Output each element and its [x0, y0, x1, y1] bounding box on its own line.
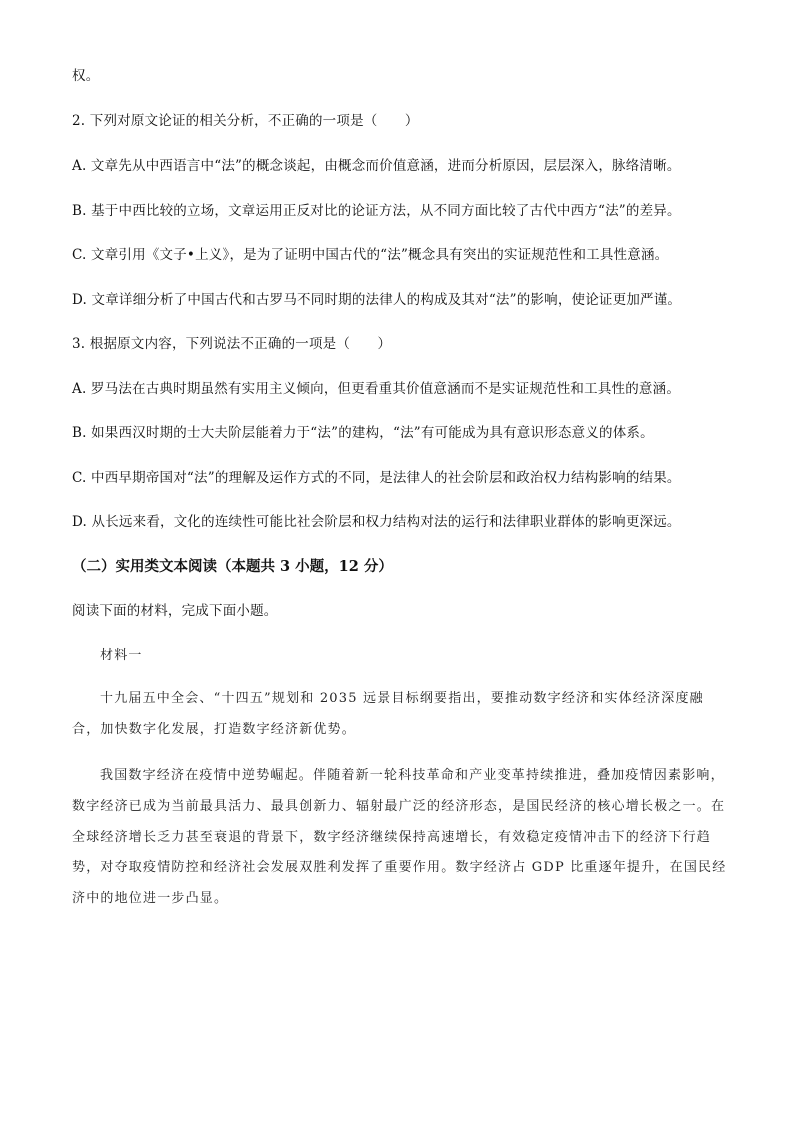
question-2-option-c: C. 文章引用《文子•上义》，是为了证明中国古代的“法”概念具有突出的实证规范性和工具性意涵。: [72, 247, 669, 263]
paragraph-continuation: 权。: [72, 68, 100, 84]
question-2-option-d: D. 文章详细分析了中国古代和古罗马不同时期的法律人的构成及其对“法”的影响，使论证更加严谨。: [72, 292, 682, 308]
material-label: 材料一: [100, 648, 143, 663]
material-paragraph-line: 数字经济已成为当前最具活力、最具创新力、辐射最广泛的经济形态，是国民经济的核心增长极之一。在: [72, 799, 726, 814]
material-paragraph-line: 全球经济增长乏力甚至衰退的背景下，数字经济继续保持高速增长，有效稳定疫情冲击下的经济下行趋: [72, 830, 712, 845]
question-2-option-b: B. 基于中西比较的立场，文章运用正反对比的论证方法，从不同方面比较了古代中西方“法”的差异。: [72, 203, 681, 219]
question-3-stem: 3. 根据原文内容，下列说法不正确的一项是（ ）: [72, 336, 392, 352]
question-3-option-c: C. 中西早期帝国对“法”的理解及运作方式的不同，是法律人的社会阶层和政治权力结构影响的结果。: [72, 470, 681, 486]
material-paragraph-line: 势，对夺取疫情防控和经济社会发展双胜利发挥了重要作用。数字经济占 GDP 比重逐年提升，在国民经: [72, 860, 727, 875]
question-2-option-a: A. 文章先从中西语言中“法”的概念谈起，由概念而价值意涵，进而分析原因，层层深入，脉络清晰。: [72, 158, 681, 174]
material-paragraph-line: 我国数字经济在疫情中逆势崛起。伴随着新一轮科技革命和产业变革持续推进，叠加疫情因素影响，: [100, 768, 725, 783]
material-paragraph-line: 十九届五中全会、“十四五”规划和 2035 远景目标纲要指出，要推动数字经济和实体经济深度融: [100, 691, 704, 706]
question-3-option-d: D. 从长远来看，文化的连续性可能比社会阶层和权力结构对法的运行和法律职业群体的影响更深远。: [72, 514, 681, 530]
material-paragraph-line: 合，加快数字化发展，打造数字经济新优势。: [72, 722, 357, 737]
question-2-stem: 2. 下列对原文论证的相关分析，不正确的一项是（ ）: [72, 113, 419, 129]
question-3-option-a: A. 罗马法在古典时期虽然有实用主义倾向，但更看重其价值意涵而不是实证规范性和工具性的意涵。: [72, 381, 681, 397]
section-instruction: 阅读下面的材料，完成下面小题。: [72, 603, 278, 619]
material-paragraph-line: 济中的地位进一步凸显。: [72, 891, 229, 906]
question-3-option-b: B. 如果西汉时期的士大夫阶层能着力于“法”的建构，“法”有可能成为具有意识形态意义的体系。: [72, 425, 654, 441]
section-heading: （二）实用类文本阅读（本题共 3 小题，12 分）: [72, 558, 393, 575]
